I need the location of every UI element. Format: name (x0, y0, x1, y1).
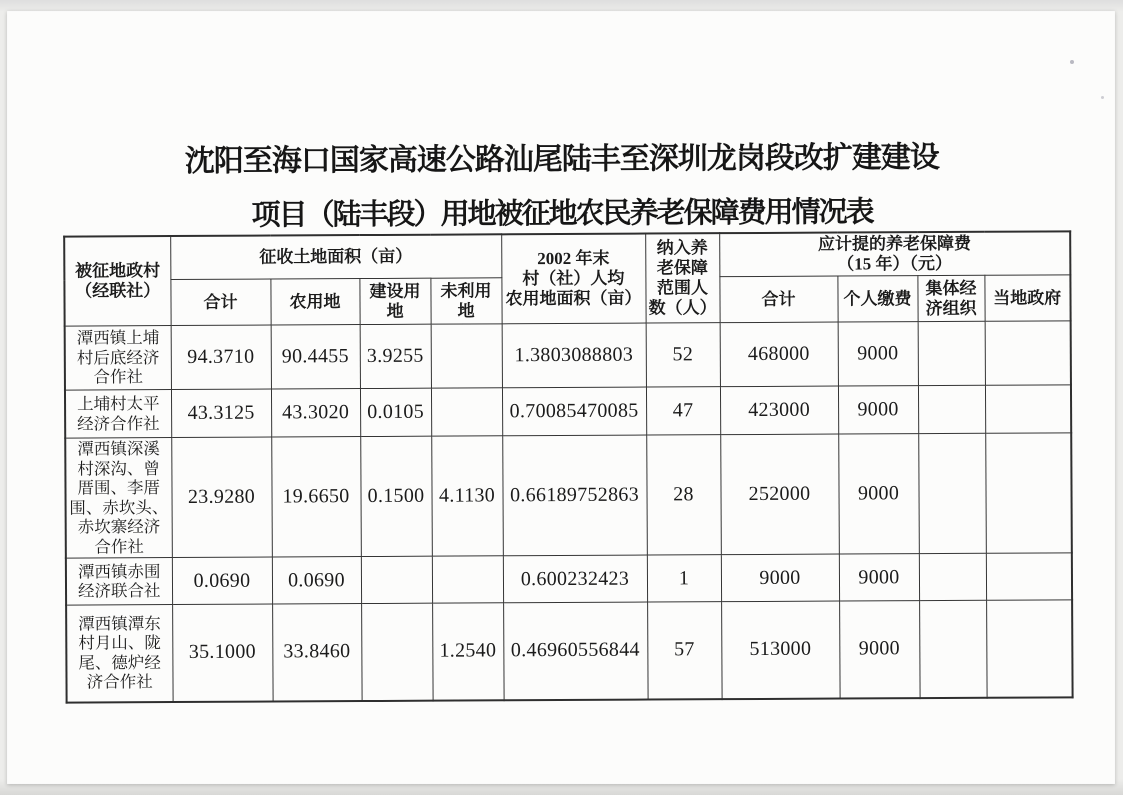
cell-land-constr (361, 603, 433, 700)
document-content (7, 8, 1119, 703)
table-row (65, 433, 1072, 558)
cell-land-unused (431, 388, 502, 436)
cell-land-total: 23.9280 (171, 437, 272, 558)
cell-land-agri: 0.0690 (272, 557, 361, 604)
cell-avg-land: 0.600232423 (503, 555, 647, 603)
cell-land-agri: 19.6650 (271, 437, 361, 557)
cell-land-unused (432, 556, 503, 603)
table-row (66, 600, 1072, 702)
cell-land-agri: 33.8460 (272, 604, 362, 701)
cell-fee-collective (918, 433, 986, 553)
cell-land-total: 35.1000 (172, 604, 273, 702)
cell-avg-land: 0.70085470085 (502, 387, 646, 436)
cell-fee-total: 423000 (720, 386, 838, 435)
cell-land-unused: 1.2540 (432, 603, 504, 700)
cell-fee-personal: 9000 (838, 322, 918, 386)
document-title (7, 8, 1116, 244)
header-fee-collective: 集体经 济组织 (917, 275, 984, 321)
header-avg-land: 2002 年末 村（社）人均 农用地面积（亩） (501, 234, 645, 324)
cell-avg-land: 1.3803088803 (502, 323, 646, 388)
cell-fee-personal: 9000 (838, 434, 919, 554)
cell-land-agri: 43.3020 (271, 389, 360, 437)
cell-fee-total: 252000 (720, 434, 839, 555)
cell-people: 1 (647, 555, 721, 602)
cell-fee-government (985, 433, 1072, 553)
cell-village-name: 潭西镇深溪 村深沟、曾 厝围、李厝 围、赤坎头、 赤坎寨经济 合作社 (65, 438, 172, 559)
cell-fee-total: 9000 (721, 554, 839, 602)
table-body (65, 321, 1073, 702)
cell-people: 57 (647, 602, 722, 699)
cell-land-constr: 0.1500 (360, 436, 432, 556)
cell-fee-personal: 9000 (839, 554, 919, 601)
cell-avg-land: 0.66189752863 (502, 435, 647, 556)
header-land-unused: 未利用 地 (430, 278, 501, 324)
pension-fee-table (63, 230, 1073, 703)
cell-land-agri: 90.4455 (271, 325, 360, 389)
table-row (65, 321, 1071, 390)
cell-people: 52 (646, 323, 720, 387)
cell-land-total: 94.3710 (171, 325, 271, 390)
cell-people: 47 (646, 387, 720, 435)
cell-fee-collective (919, 553, 986, 600)
cell-avg-land: 0.46960556844 (503, 602, 648, 700)
cell-village-name: 潭西镇赤围 经济联合社 (66, 558, 172, 606)
cell-fee-government (986, 553, 1072, 600)
document-title-line1: 沈阳至海口国家高速公路汕尾陆丰至深圳龙岗段改扩建建设 (184, 141, 939, 178)
cell-land-constr (361, 556, 432, 603)
header-fee-total: 合计 (719, 276, 837, 323)
table-header (64, 231, 1070, 326)
header-fee-personal: 个人缴费 (837, 276, 917, 322)
header-people: 纳入养 老保障 范围人 数（人） (645, 233, 719, 323)
cell-fee-government (985, 321, 1071, 385)
cell-fee-total: 513000 (721, 601, 840, 699)
cell-fee-collective (919, 600, 987, 697)
header-village: 被征地政村 （经联社） (64, 236, 170, 326)
cell-land-unused: 4.1130 (431, 436, 503, 556)
table-row (65, 385, 1071, 438)
cell-village-name: 潭西镇潭东 村月山、陇 尾、德炉经 济合作社 (66, 605, 173, 703)
cell-land-constr: 0.0105 (360, 388, 431, 436)
cell-fee-collective (918, 385, 985, 433)
cell-fee-government (986, 600, 1073, 697)
table-row (66, 553, 1072, 605)
cell-fee-personal: 9000 (839, 601, 920, 698)
cell-village-name: 潭西镇上埔 村后底经济 合作社 (65, 326, 171, 391)
header-fee-group: 应计提的养老保障费 （15 年）（元） (719, 231, 1070, 276)
cell-land-total: 43.3125 (171, 389, 271, 438)
header-fee-government: 当地政府 (984, 275, 1070, 321)
cell-people: 28 (646, 435, 721, 555)
header-land-total: 合计 (170, 279, 270, 326)
cell-land-total: 0.0690 (172, 557, 272, 605)
cell-village-name: 上埔村太平 经济合作社 (65, 390, 171, 439)
cell-land-unused (431, 324, 502, 388)
cell-fee-total: 468000 (720, 322, 838, 387)
header-land-group: 征收土地面积（亩） (170, 234, 501, 279)
cell-land-constr: 3.9255 (360, 324, 431, 388)
cell-fee-personal: 9000 (838, 386, 918, 434)
document-title-line2: 项目（陆丰段）用地被征地农民养老保障费用情况表 (251, 196, 873, 232)
header-land-agri: 农用地 (270, 279, 359, 325)
document-page (7, 11, 1115, 784)
header-land-constr: 建设用 地 (359, 278, 430, 324)
cell-fee-government (985, 385, 1071, 433)
cell-fee-collective (918, 321, 985, 385)
